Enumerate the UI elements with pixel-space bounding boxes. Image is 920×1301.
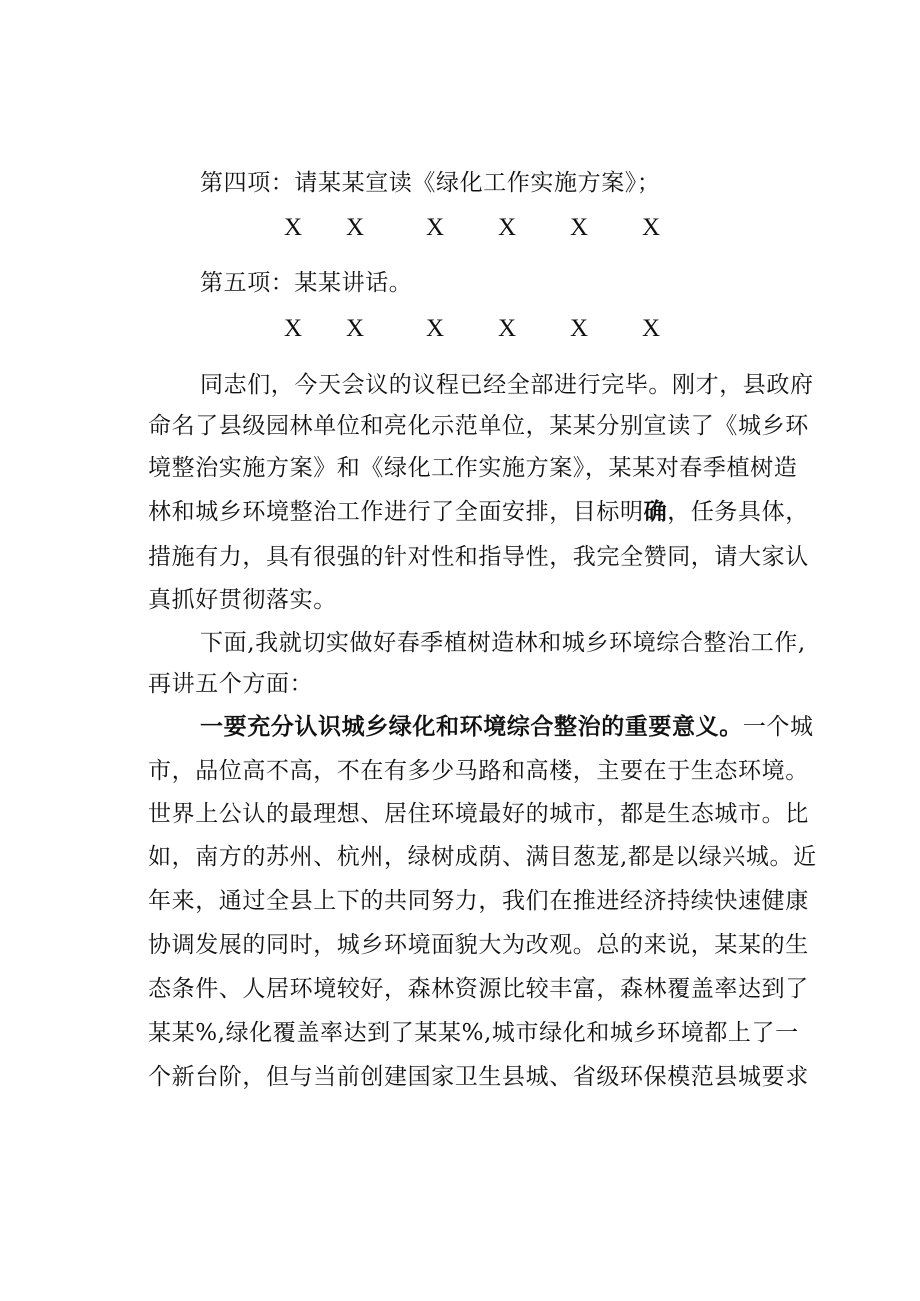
x-mark: X (642, 315, 661, 342)
paragraph-1-line: 真抓好贯彻落实。 (148, 587, 337, 613)
x-mark: X (642, 214, 661, 241)
x-mark: X (570, 315, 589, 342)
paragraph-3-line: 个新台阶，但与当前创建国家卫生县城、省级环保模范县城要求 (148, 1064, 809, 1090)
x-mark: X (426, 315, 445, 342)
paragraph-1-line: 境整治实施方案》和《绿化工作实施方案》，某某对春季植树造 (148, 455, 798, 481)
paragraph-1-line-text: 林和城乡环境整治工作进行了全面安排，目标明 (148, 499, 644, 525)
paragraph-3-first-line (200, 710, 814, 744)
x-mark: X (346, 315, 365, 342)
agenda-item-5: 第五项：某某讲话。 (200, 270, 413, 296)
x-mark: X (284, 214, 303, 241)
paragraph-3-line: 年来，通过全县上下的共同努力，我们在推进经济持续快速健康 (148, 888, 809, 914)
paragraph-3-first-line-tail: 一个城 (742, 714, 814, 740)
paragraph-1-line: 命名了县级园林单位和亮化示范单位，某某分别宣读了《城乡环 (148, 413, 809, 439)
paragraph-3-line: 如，南方的苏州、杭州，绿树成荫、满目葱茏,都是以绿兴城。近 (148, 844, 817, 870)
signature-mark-row-1 (0, 208, 920, 248)
signature-mark-row-2 (0, 309, 920, 349)
paragraph-3-line: 某某%,绿化覆盖率达到了某某%,城市绿化和城乡环境都上了一 (148, 1020, 799, 1046)
section-heading: 一要充分认识城乡绿化和环境综合整治的重要意义。 (200, 713, 743, 740)
bold-character: 确 (643, 498, 668, 525)
paragraph-1-line: 同志们，今天会议的议程已经全部进行完毕。刚才，县政府 (200, 372, 814, 398)
paragraph-3-line: 态条件、人居环境较好，森林资源比较丰富，森林覆盖率达到了 (148, 976, 809, 1002)
paragraph-2-line: 再讲五个方面： (148, 671, 314, 697)
agenda-item-4: 第四项：请某某宣读《绿化工作实施方案》； (200, 170, 661, 196)
x-mark: X (498, 315, 517, 342)
paragraph-1-line-tail: ，任务具体， (667, 499, 809, 525)
x-mark: X (284, 315, 303, 342)
paragraph-2-line: 下面,我就切实做好春季植树造林和城乡环境综合整治工作, (200, 630, 806, 656)
x-mark: X (498, 214, 517, 241)
x-mark: X (346, 214, 365, 241)
paragraph-3-line: 市，品位高不高，不在有多少马路和高楼，主要在于生态环境。 (148, 758, 809, 784)
paragraph-1-line: 措施有力，具有很强的针对性和指导性，我完全赞同，请大家认 (148, 544, 809, 570)
paragraph-1-line (148, 495, 808, 529)
paragraph-3-line: 世界上公认的最理想、居住环境最好的城市，都是生态城市。比 (148, 801, 809, 827)
x-mark: X (426, 214, 445, 241)
paragraph-3-line: 协调发展的同时，城乡环境面貌大为改观。总的来说，某某的生 (148, 932, 809, 958)
x-mark: X (570, 214, 589, 241)
